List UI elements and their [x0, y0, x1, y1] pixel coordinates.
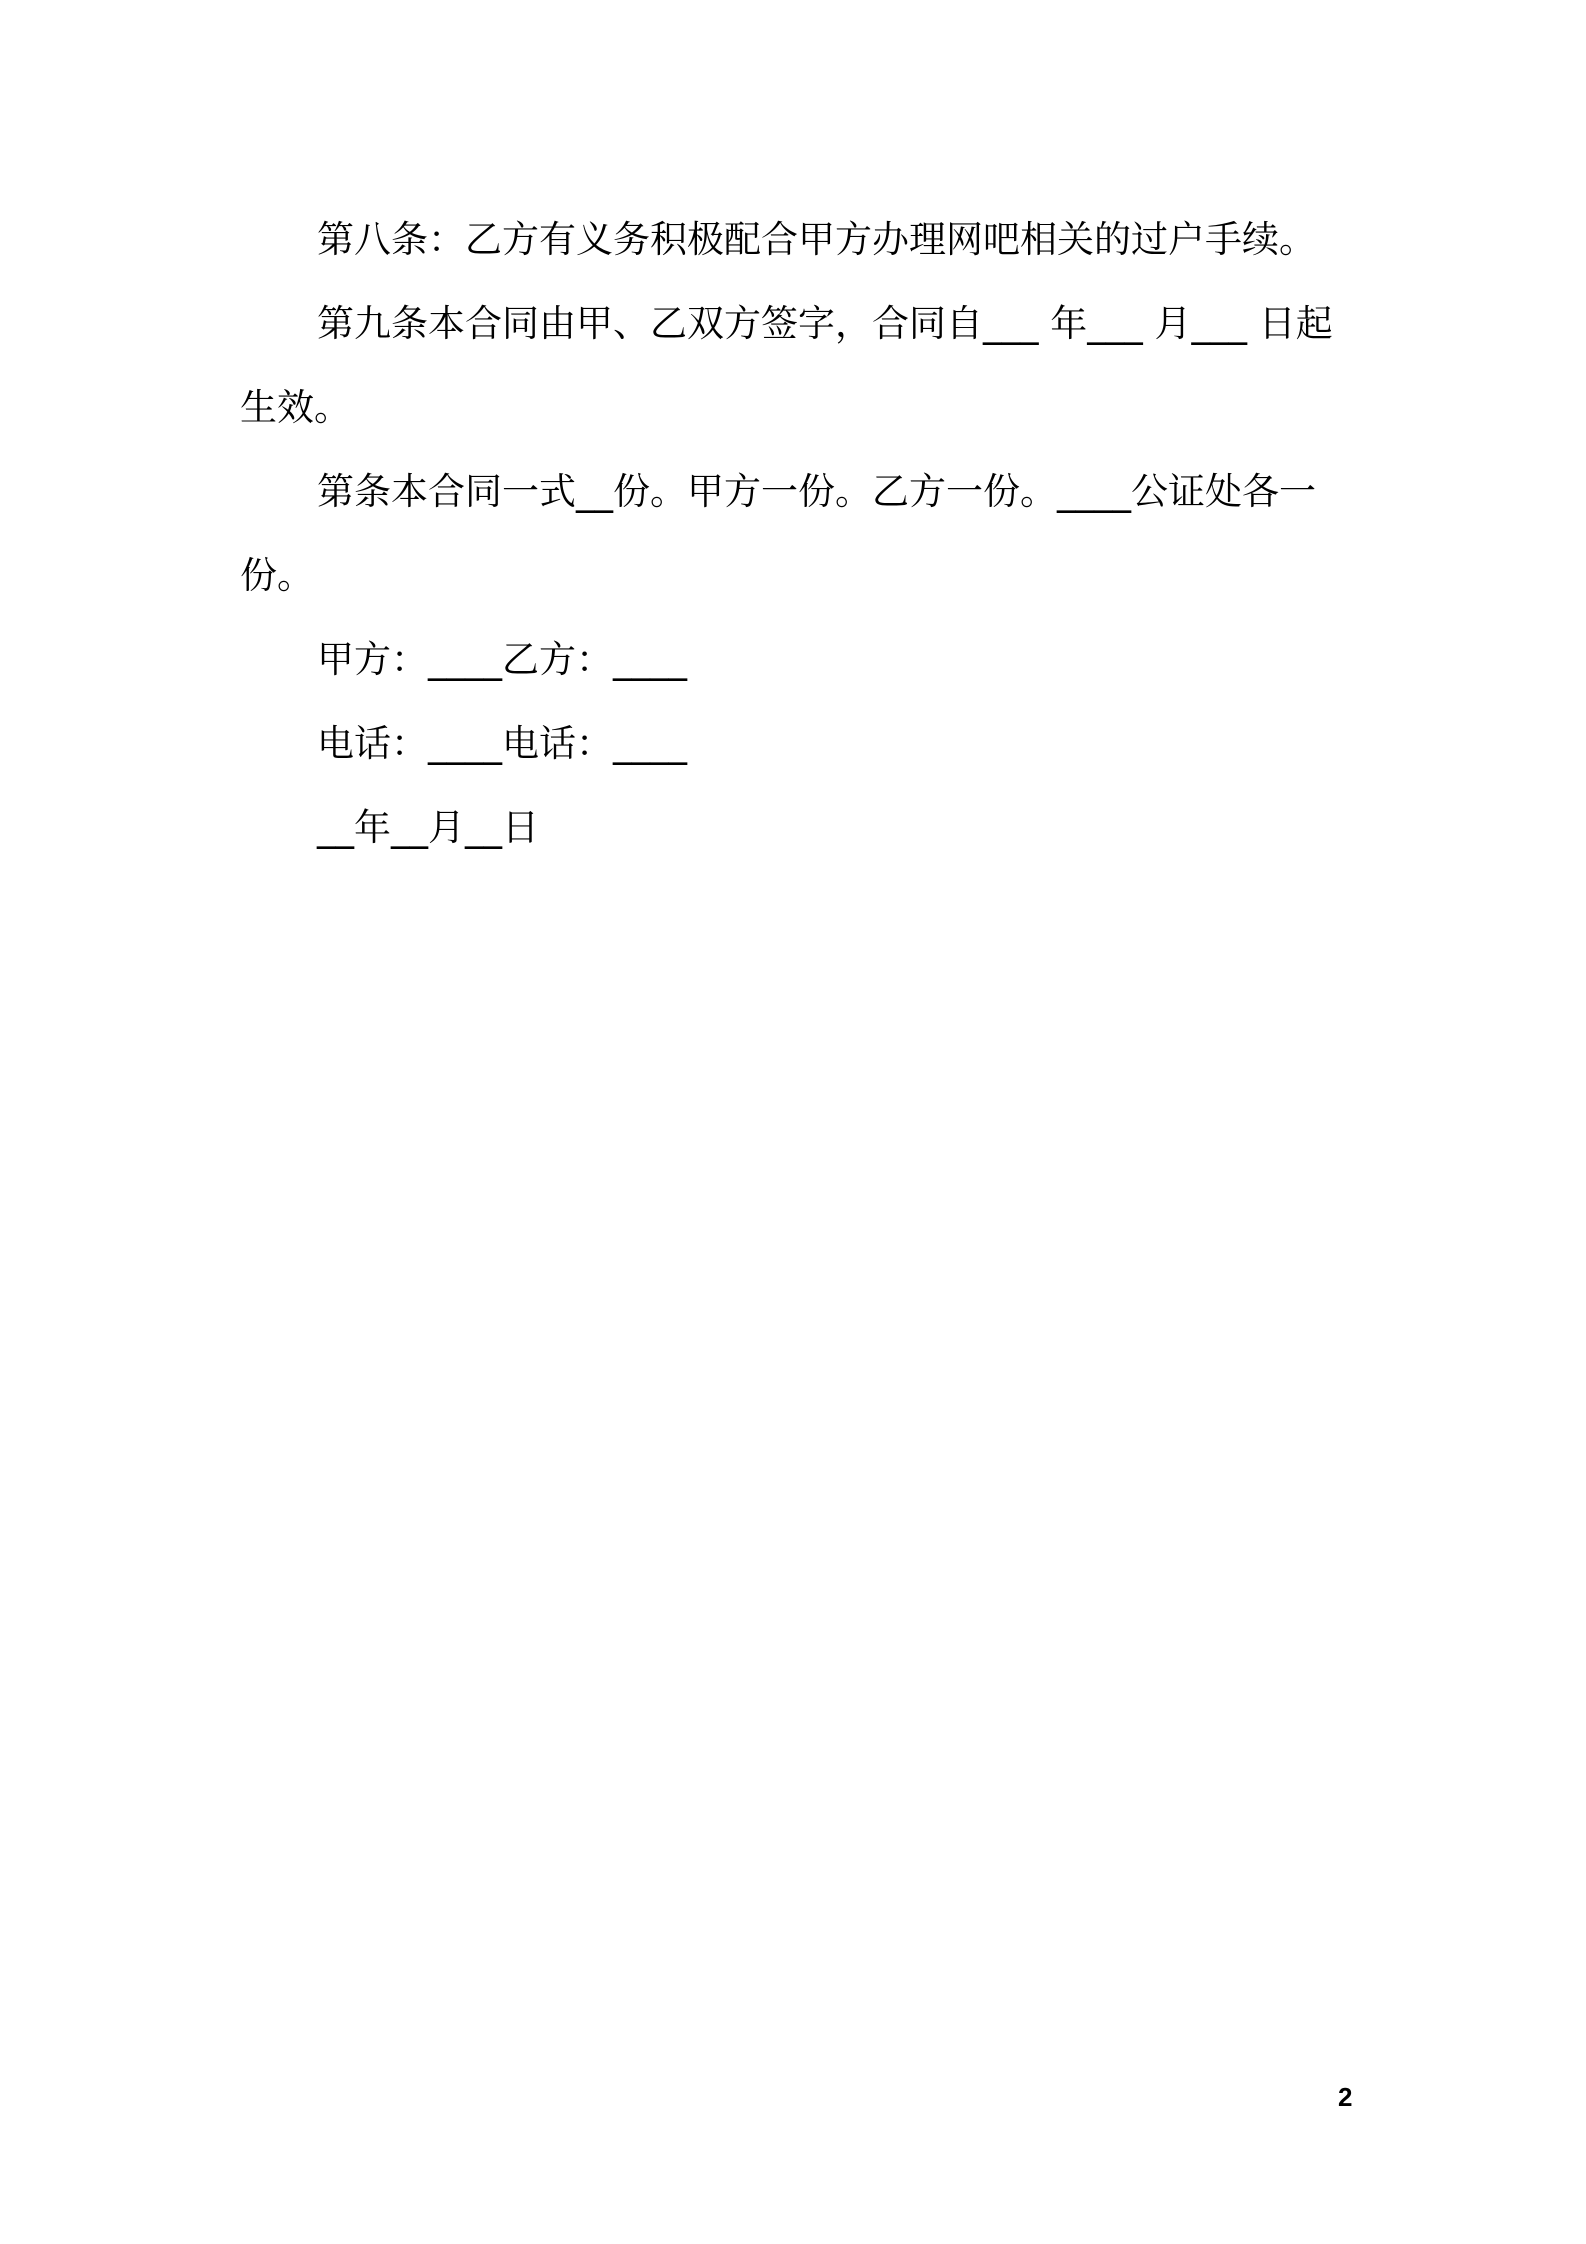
- clause-9-paragraph: 第九条本合同由甲、乙双方签字，合同自___ 年___ 月___ 日起生效。: [240, 302, 1333, 429]
- date-line: __年__月__日: [317, 806, 539, 849]
- document-body: [240, 198, 1356, 870]
- copies-clause-paragraph: 第条本合同一式__份。甲方一份。乙方一份。____公证处各一份。: [240, 470, 1316, 597]
- page-number: 2: [1338, 2082, 1353, 2112]
- phone-line: 电话：____电话：____: [317, 722, 687, 765]
- clause-8-paragraph: 第八条：乙方有义务积极配合甲方办理网吧相关的过户手续。: [317, 218, 1316, 261]
- party-signature-line: 甲方：____乙方：____: [317, 638, 687, 681]
